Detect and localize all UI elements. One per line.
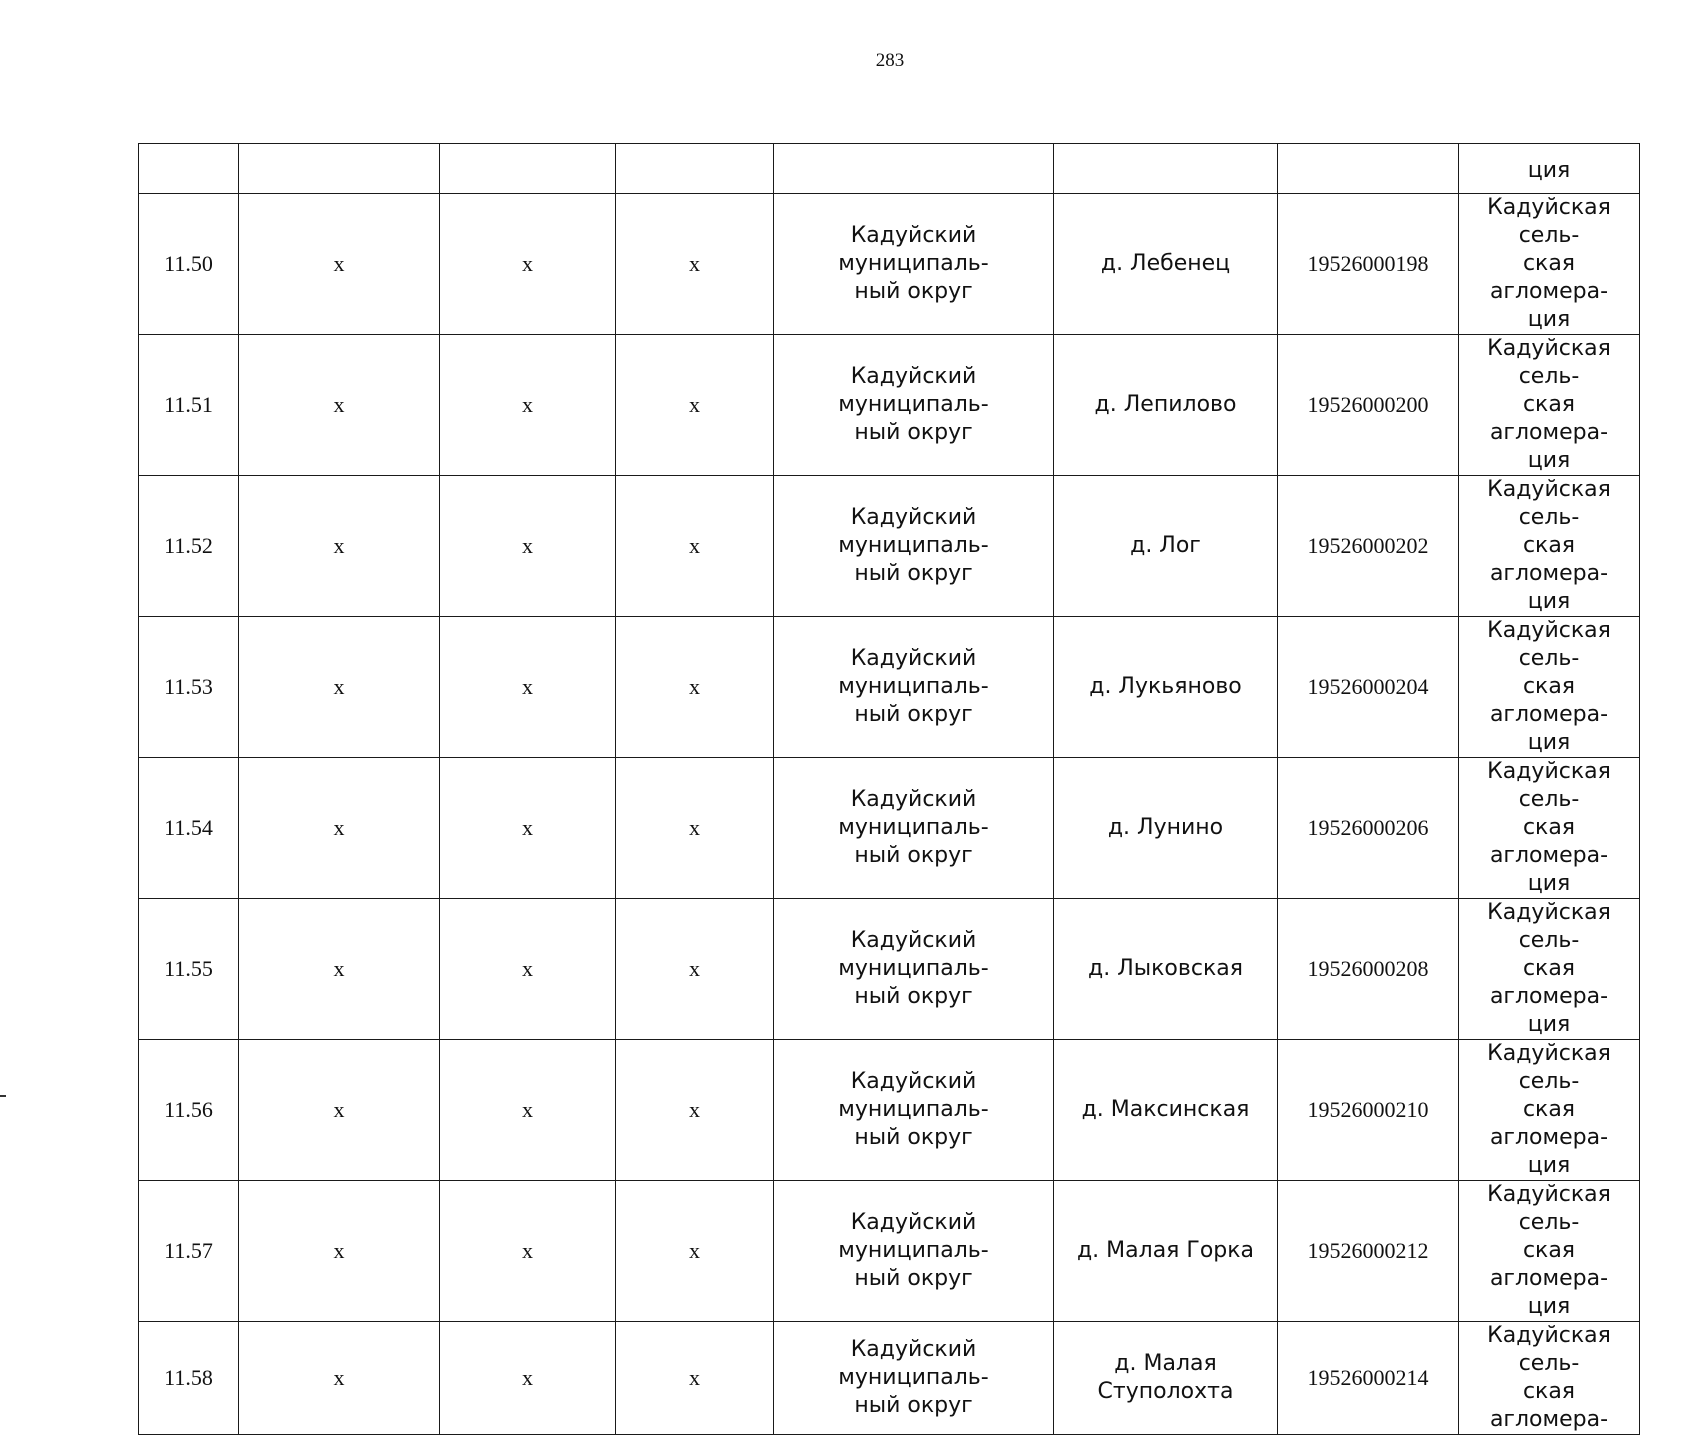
oktmo-code-cell: 19526000198 — [1278, 194, 1459, 335]
column-3-cell: x — [440, 1181, 616, 1322]
page-number: 283 — [875, 50, 905, 71]
municipality-cell-line: Кадуйский муниципаль- — [838, 928, 989, 981]
column-2-cell: x — [239, 1322, 440, 1435]
agglomeration-cell-line: ция — [1527, 1153, 1571, 1178]
agglomeration-cell-line: ция — [1527, 871, 1571, 896]
agglomeration-cell-line: Кадуйская сель- — [1487, 1041, 1611, 1094]
municipality-cell-line: Кадуйский муниципаль- — [838, 1069, 989, 1122]
agglomeration-cell — [1459, 1040, 1640, 1181]
column-4-cell: x — [616, 335, 774, 476]
settlement-cell-line: д. Малая — [1114, 1351, 1217, 1376]
agglomeration-cell — [1459, 335, 1640, 476]
table-row — [139, 617, 1640, 758]
agglomeration-cell-line: ская агломера- — [1489, 1097, 1609, 1150]
column-2-cell: x — [239, 194, 440, 335]
agglomeration-cell-line: ская агломера- — [1489, 815, 1609, 868]
settlement-cell-line: д. Лукьяново — [1089, 674, 1242, 699]
agglomeration-cell — [1459, 194, 1640, 335]
column-2-cell: x — [239, 335, 440, 476]
agglomeration-cell — [1459, 1322, 1640, 1435]
municipality-cell — [774, 335, 1054, 476]
row-number: 11.52 — [139, 476, 239, 617]
column-3-cell: x — [440, 617, 616, 758]
municipality-cell-line: ный округ — [854, 561, 973, 586]
head-cell-3 — [440, 144, 616, 194]
head-cell-6 — [1054, 144, 1278, 194]
agglomeration-cell-line: ция — [1527, 589, 1571, 614]
agglomeration-cell-line: ция — [1527, 448, 1571, 473]
column-2-cell: x — [239, 899, 440, 1040]
table-row — [139, 1181, 1640, 1322]
agglomeration-cell-line: ция — [1527, 307, 1571, 332]
column-2-cell: x — [239, 1040, 440, 1181]
municipality-cell-line: Кадуйский муниципаль- — [838, 1210, 989, 1263]
head-cell-8: ция — [1459, 144, 1640, 194]
agglomeration-cell-line: Кадуйская сель- — [1487, 336, 1611, 389]
municipality-cell — [774, 1322, 1054, 1435]
agglomeration-cell-line: ская агломера- — [1489, 1379, 1609, 1432]
municipality-cell — [774, 194, 1054, 335]
head-cell-4 — [616, 144, 774, 194]
agglomeration-cell — [1459, 1181, 1640, 1322]
municipality-cell-line: Кадуйский муниципаль- — [838, 787, 989, 840]
column-2-cell: x — [239, 476, 440, 617]
oktmo-code-cell: 19526000208 — [1278, 899, 1459, 1040]
table-row — [139, 899, 1640, 1040]
municipality-cell-line: ный округ — [854, 1266, 973, 1291]
settlement-cell-line: д. Лог — [1130, 533, 1201, 558]
column-3-cell: x — [440, 1322, 616, 1435]
row-number: 11.50 — [139, 194, 239, 335]
municipality-cell-line: ный округ — [854, 1125, 973, 1150]
table-row — [139, 476, 1640, 617]
municipality-cell-line: Кадуйский муниципаль- — [838, 364, 989, 417]
column-4-cell: x — [616, 899, 774, 1040]
municipality-cell-line: Кадуйский муниципаль- — [838, 505, 989, 558]
column-4-cell: x — [616, 1322, 774, 1435]
head-cell-2 — [239, 144, 440, 194]
column-3-cell: x — [440, 335, 616, 476]
table-body — [139, 144, 1640, 1435]
settlement-cell — [1054, 1322, 1278, 1435]
agglomeration-cell-line: ская агломера- — [1489, 674, 1609, 727]
agglomeration-cell — [1459, 758, 1640, 899]
column-4-cell: x — [616, 758, 774, 899]
agglomeration-cell-line: ция — [1527, 730, 1571, 755]
agglomeration-cell-line: ская агломера- — [1489, 392, 1609, 445]
oktmo-code-cell: 19526000200 — [1278, 335, 1459, 476]
settlement-cell-line: д. Максинская — [1081, 1097, 1250, 1122]
settlement-cell — [1054, 1181, 1278, 1322]
column-3-cell: x — [440, 899, 616, 1040]
oktmo-code-cell: 19526000212 — [1278, 1181, 1459, 1322]
municipality-cell — [774, 1040, 1054, 1181]
column-3-cell: x — [440, 194, 616, 335]
settlement-cell-line: Ступолохта — [1097, 1379, 1234, 1404]
municipality-cell-line: ный округ — [854, 843, 973, 868]
column-4-cell: x — [616, 476, 774, 617]
municipality-cell-line: Кадуйский муниципаль- — [838, 223, 989, 276]
row-number: 11.51 — [139, 335, 239, 476]
agglomeration-cell-line: Кадуйская сель- — [1487, 1182, 1611, 1235]
oktmo-code-cell: 19526000204 — [1278, 617, 1459, 758]
column-3-cell: x — [440, 1040, 616, 1181]
row-number: 11.54 — [139, 758, 239, 899]
municipality-cell — [774, 476, 1054, 617]
settlement-cell-line: д. Лыковская — [1088, 956, 1243, 981]
settlement-cell — [1054, 617, 1278, 758]
oktmo-code-cell: 19526000206 — [1278, 758, 1459, 899]
agglomeration-cell — [1459, 617, 1640, 758]
column-3-cell: x — [440, 758, 616, 899]
column-2-cell: x — [239, 1181, 440, 1322]
agglomeration-cell — [1459, 899, 1640, 1040]
agglomeration-cell-line: Кадуйская сель- — [1487, 618, 1611, 671]
municipality-cell — [774, 1181, 1054, 1322]
agglomeration-cell-line: Кадуйская сель- — [1487, 900, 1611, 953]
head-cell-7 — [1278, 144, 1459, 194]
table-row — [139, 1040, 1640, 1181]
oktmo-code-cell: 19526000202 — [1278, 476, 1459, 617]
table-row — [139, 1322, 1640, 1435]
column-4-cell: x — [616, 1040, 774, 1181]
margin-mark — [0, 1095, 6, 1097]
municipality-cell — [774, 617, 1054, 758]
settlement-cell — [1054, 758, 1278, 899]
settlement-cell-line: д. Лепилово — [1094, 392, 1237, 417]
municipality-cell-line: ный округ — [854, 984, 973, 1009]
continuation-row — [139, 144, 1640, 194]
municipality-cell-line: ный округ — [854, 420, 973, 445]
column-3-cell: x — [440, 476, 616, 617]
agglomeration-cell-line: ская агломера- — [1489, 533, 1609, 586]
settlement-cell-line: д. Лебенец — [1100, 251, 1231, 276]
row-number: 11.55 — [139, 899, 239, 1040]
municipality-cell-line: ный округ — [854, 702, 973, 727]
settlement-cell — [1054, 335, 1278, 476]
settlement-cell — [1054, 194, 1278, 335]
column-4-cell: x — [616, 1181, 774, 1322]
oktmo-code-cell: 19526000210 — [1278, 1040, 1459, 1181]
registry-table — [138, 143, 1640, 1435]
column-4-cell: x — [616, 617, 774, 758]
head-cell-5 — [774, 144, 1054, 194]
agglomeration-cell-line: ция — [1527, 1294, 1571, 1319]
settlement-cell — [1054, 1040, 1278, 1181]
settlement-cell — [1054, 899, 1278, 1040]
row-number: 11.53 — [139, 617, 239, 758]
column-2-cell: x — [239, 758, 440, 899]
agglomeration-cell-line: Кадуйская сель- — [1487, 1323, 1611, 1376]
settlement-cell-line: д. Малая Горка — [1076, 1238, 1255, 1263]
settlement-cell-line: д. Лунино — [1107, 815, 1224, 840]
agglomeration-cell-line: Кадуйская сель- — [1487, 759, 1611, 812]
municipality-cell — [774, 899, 1054, 1040]
agglomeration-cell-line: Кадуйская сель- — [1487, 477, 1611, 530]
row-number: 11.56 — [139, 1040, 239, 1181]
column-2-cell: x — [239, 617, 440, 758]
municipality-cell-line: ный округ — [854, 279, 973, 304]
agglomeration-cell-line: ская агломера- — [1489, 956, 1609, 1009]
table-row — [139, 335, 1640, 476]
row-number: 11.57 — [139, 1181, 239, 1322]
municipality-cell-line: ный округ — [854, 1393, 973, 1418]
agglomeration-cell — [1459, 476, 1640, 617]
agglomeration-cell-line: Кадуйская сель- — [1487, 195, 1611, 248]
oktmo-code-cell: 19526000214 — [1278, 1322, 1459, 1435]
column-4-cell: x — [616, 194, 774, 335]
municipality-cell-line: Кадуйский муниципаль- — [838, 1337, 989, 1390]
municipality-cell — [774, 758, 1054, 899]
table-row — [139, 758, 1640, 899]
table-row — [139, 194, 1640, 335]
municipality-cell-line: Кадуйский муниципаль- — [838, 646, 989, 699]
row-number: 11.58 — [139, 1322, 239, 1435]
agglomeration-cell-line: ция — [1527, 1012, 1571, 1037]
agglomeration-cell-line: ская агломера- — [1489, 251, 1609, 304]
agglomeration-cell-line: ская агломера- — [1489, 1238, 1609, 1291]
settlement-cell — [1054, 476, 1278, 617]
head-cell-1 — [139, 144, 239, 194]
